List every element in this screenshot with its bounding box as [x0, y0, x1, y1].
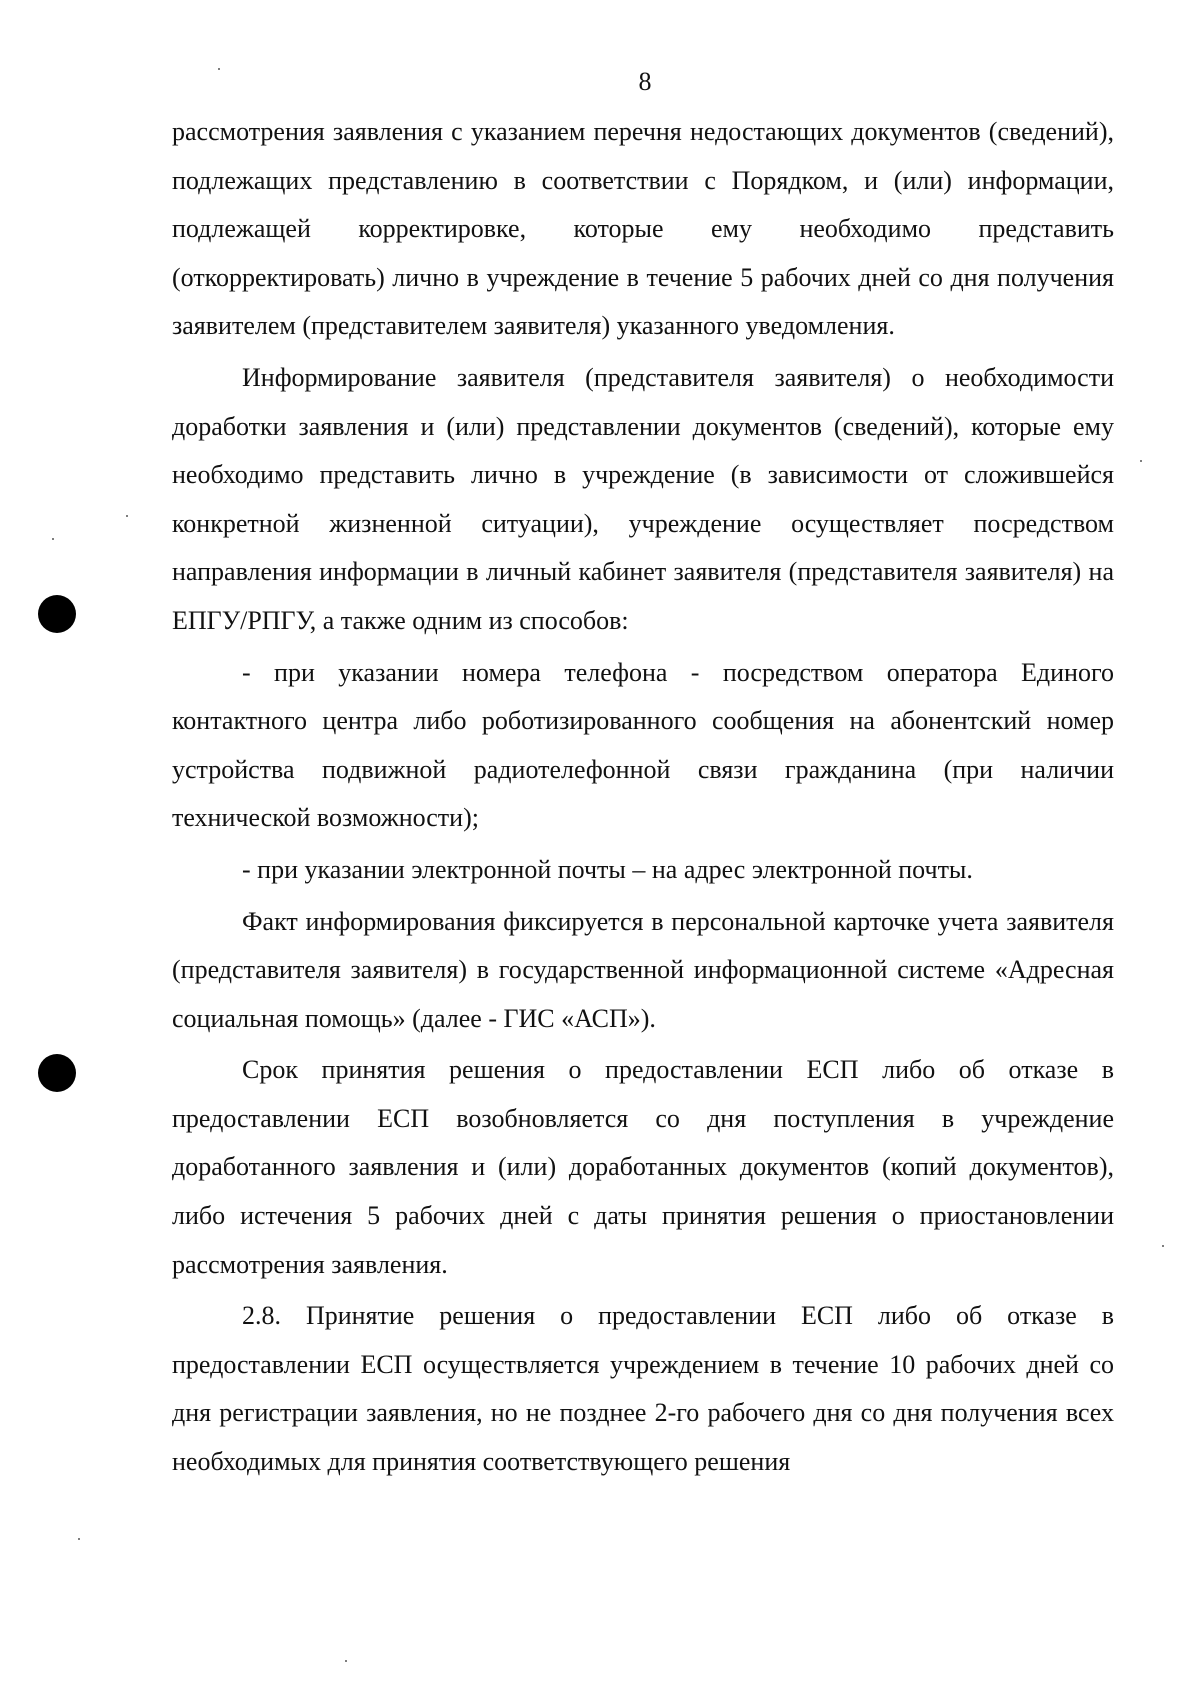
page-number: 8: [638, 67, 652, 96]
scan-speck: [78, 1538, 80, 1540]
scan-speck: [345, 1660, 347, 1662]
scan-speck: [1140, 460, 1142, 462]
scan-speck: [218, 68, 220, 70]
list-item-phone: - при указании номера телефона - посредством оператора Единого контактного центра либо роботизированного сообщения на абонентский номер устройства подвижной радиотелефонной связи гражданина (при наличии технической возможности);: [172, 657, 1114, 833]
paragraph-informing: Информирование заявителя (представителя заявителя) о необходимости доработки заявления и (или) представлении документов (сведений), которые ему необходимо представить лично в учреждение (в зависимости от сложившейся конкретной жизненной ситуации), учреждение осуществляет посредством направления информации в личный кабинет заявителя (представителя заявителя) на ЕПГУ/РПГУ, а также одним из способов:: [172, 362, 1114, 635]
scan-speck: [52, 538, 54, 540]
punch-hole-top: [38, 595, 76, 633]
list-item-email: - при указании электронной почты – на адрес электронной почты.: [242, 854, 973, 884]
scan-speck: [126, 515, 128, 517]
paragraph-fact-recording: Факт информирования фиксируется в персональной карточке учета заявителя (представителя заявителя) в государственной информационной системе «Адресная социальная помощь» (далее - ГИС «АСП»).: [172, 906, 1114, 1033]
paragraph-continuation: рассмотрения заявления с указанием перечня недостающих документов (сведений), подлежащих представлению в соответствии с Порядком, и (или) информации, подлежащей корректировке, которые ему необходимо представить (откорректировать) лично в учреждение в течение 5 рабочих дней со дня получения заявителем (представителем заявителя) указанного уведомления.: [172, 117, 1114, 341]
punch-hole-bottom: [38, 1054, 76, 1092]
paragraph-section-2-8: 2.8. Принятие решения о предоставлении ЕСП либо об отказе в предоставлении ЕСП осуществляется учреждением в течение 10 рабочих дней со дня регистрации заявления, но не позднее 2-го рабочего дня со дня получения всех необходимых для принятия соответствующего решения: [172, 1301, 1114, 1477]
document-body: [172, 108, 1114, 1487]
scan-speck: [1162, 1245, 1164, 1247]
paragraph-decision-term: Срок принятия решения о предоставлении ЕСП либо об отказе в предоставлении ЕСП возобновляется со дня поступления в учреждение доработанного заявления и (или) доработанных документов (копий документов), либо истечения 5 рабочих дней с даты принятия решения о приостановлении рассмотрения заявления.: [172, 1055, 1114, 1279]
